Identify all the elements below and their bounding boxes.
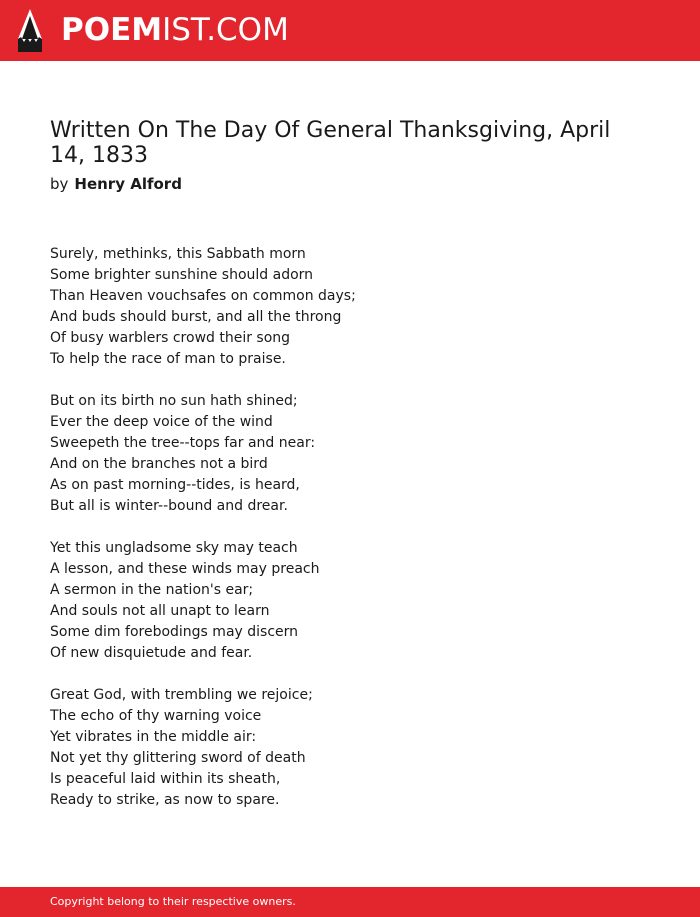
site-header <box>0 0 700 61</box>
stanza <box>50 685 650 811</box>
poem-line: But on its birth no sun hath shined; <box>50 393 298 409</box>
poem-line: Some dim forebodings may discern <box>50 624 299 640</box>
byline <box>50 174 182 194</box>
logo-text-bold: POEM <box>61 12 163 48</box>
poem-title: Written On The Day Of General Thanksgiving, April 14, 1833 <box>50 118 611 168</box>
poem-line: And buds should burst, and all the throng <box>50 309 342 325</box>
poem-line: Great God, with trembling we rejoice; <box>50 687 313 703</box>
site-logo[interactable] <box>61 12 289 48</box>
poem-line: Yet this ungladsome sky may teach <box>50 540 298 556</box>
poem-line: Than Heaven vouchsafes on common days; <box>50 288 356 304</box>
poem-line: The echo of thy warning voice <box>50 708 262 724</box>
pencil-nib-icon[interactable] <box>17 9 43 52</box>
poem-line: A sermon in the nation's ear; <box>50 582 254 598</box>
poem-line: Is peaceful laid within its sheath, <box>50 771 281 787</box>
poem-line: Of busy warblers crowd their song <box>50 330 291 346</box>
poem-line: And on the branches not a bird <box>50 456 268 472</box>
stanza <box>50 244 650 370</box>
poem-line: Surely, methinks, this Sabbath morn <box>50 246 306 262</box>
stanza <box>50 391 650 517</box>
author-name: Henry Alford <box>74 175 182 193</box>
poem-line: Not yet thy glittering sword of death <box>50 750 306 766</box>
poem-line: Some brighter sunshine should adorn <box>50 267 314 283</box>
poem-line: Ready to strike, as now to spare. <box>50 792 280 808</box>
poem-line: But all is winter--bound and drear. <box>50 498 288 514</box>
poem-line: As on past morning--tides, is heard, <box>50 477 300 493</box>
poem-line: Ever the deep voice of the wind <box>50 414 273 430</box>
poem-line: Sweepeth the tree--tops far and near: <box>50 435 316 451</box>
poem-body <box>50 244 650 832</box>
site-footer <box>0 887 700 917</box>
poem-line: To help the race of man to praise. <box>50 351 286 367</box>
stanza <box>50 538 650 664</box>
poem-line: A lesson, and these winds may preach <box>50 561 320 577</box>
poem-line: Yet vibrates in the middle air: <box>50 729 257 745</box>
poem-line: Of new disquietude and fear. <box>50 645 253 661</box>
copyright-notice: Copyright belong to their respective owners. <box>50 895 296 908</box>
poem-line: And souls not all unapt to learn <box>50 603 270 619</box>
by-label: by <box>50 175 69 193</box>
logo-text-light: IST.COM <box>162 12 289 48</box>
